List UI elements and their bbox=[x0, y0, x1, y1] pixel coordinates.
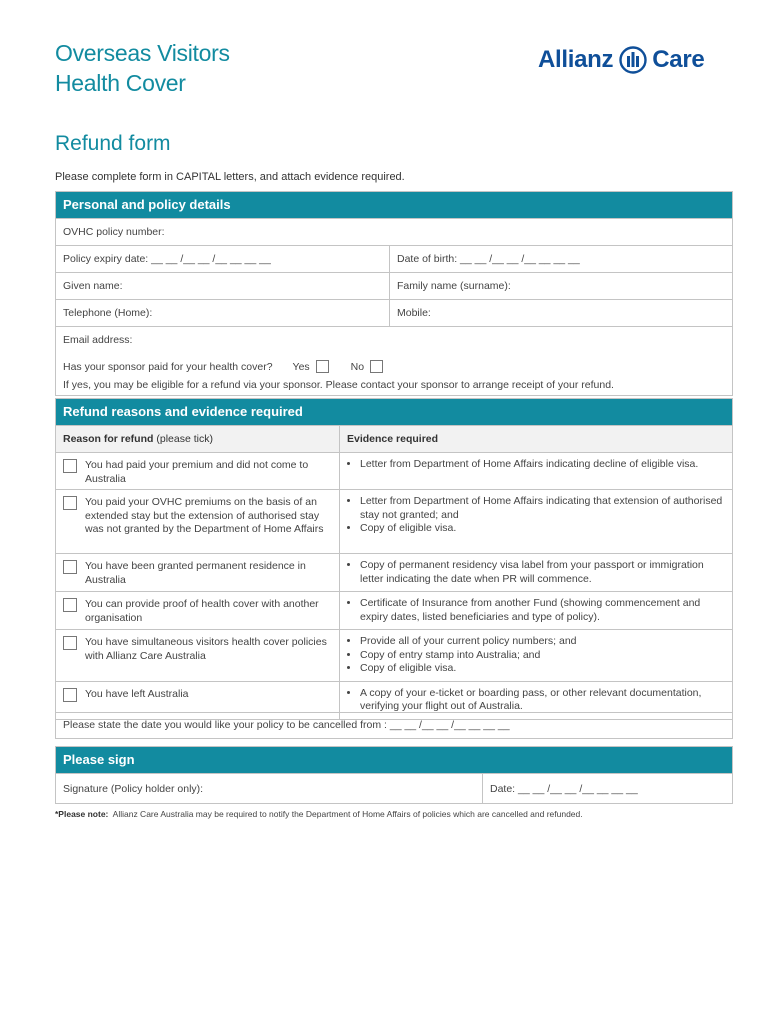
evidence-item: • A copy of your e-ticket or boarding pass, or other relevant documentation, verifying your flight out of Australia. bbox=[360, 687, 726, 714]
reason-checkbox[interactable] bbox=[63, 598, 77, 612]
reason-text: You have left Australia bbox=[85, 687, 189, 700]
title-line-1: Overseas Visitors bbox=[55, 40, 230, 66]
personal-details-section bbox=[55, 191, 733, 396]
page-title bbox=[55, 38, 230, 98]
reason-text: You paid your OVHC premiums on the basis of an extended stay but the extension of authorised stay was not granted by the Department of Home Affairs bbox=[85, 496, 324, 535]
email-field[interactable]: Email address: bbox=[63, 334, 133, 346]
refund-reasons-table bbox=[56, 425, 732, 719]
evidence-item: • Copy of eligible visa. bbox=[360, 522, 726, 536]
given-name-field[interactable]: Given name: bbox=[56, 273, 390, 299]
evidence-item: • Copy of permanent residency visa label from your passport or immigration letter indicating the date when PR will commence. bbox=[360, 559, 726, 586]
reason-checkbox[interactable] bbox=[63, 459, 77, 473]
intro-text: Please complete form in CAPITAL letters, and attach evidence required. bbox=[55, 171, 405, 183]
title-line-2: Health Cover bbox=[55, 70, 186, 96]
refund-reasons-section bbox=[55, 398, 733, 720]
refund-reasons-heading: Refund reasons and evidence required bbox=[56, 399, 732, 425]
sign-row bbox=[56, 773, 732, 803]
family-name-field[interactable]: Family name (surname): bbox=[397, 280, 511, 292]
reason-column-header: Reason for refund (please tick) bbox=[63, 433, 213, 445]
sponsor-block bbox=[56, 353, 732, 395]
table-row bbox=[56, 554, 732, 592]
sign-section bbox=[55, 746, 733, 804]
table-row bbox=[56, 490, 732, 554]
dob-field[interactable]: Date of birth: __ __ /__ __ /__ __ __ __ bbox=[397, 253, 580, 265]
telephone-field[interactable]: Telephone (Home): bbox=[56, 300, 390, 326]
note-text: Allianz Care Australia may be required to notify the Department of Home Affairs of policies which are cancelled and refunded. bbox=[112, 809, 583, 819]
table-header-row bbox=[56, 426, 732, 453]
sponsor-yes-label: Yes bbox=[292, 360, 310, 373]
table-row bbox=[56, 592, 732, 630]
mobile-field[interactable]: Mobile: bbox=[397, 307, 431, 319]
reason-text: You have simultaneous visitors health cover policies with Allianz Care Australia bbox=[85, 636, 327, 662]
reason-text: You had paid your premium and did not come to Australia bbox=[85, 459, 309, 485]
sign-date-field[interactable]: Date: __ __ /__ __ /__ __ __ __ bbox=[490, 782, 638, 795]
evidence-item: • Copy of entry stamp into Australia; and bbox=[360, 649, 726, 663]
evidence-item: • Letter from Department of Home Affairs indicating that extension of authorised stay not granted; and bbox=[360, 495, 726, 522]
table-row bbox=[56, 453, 732, 490]
name-row bbox=[56, 272, 732, 299]
evidence-item: • Letter from Department of Home Affairs indicating decline of eligible visa. bbox=[360, 458, 726, 472]
personal-details-heading: Personal and policy details bbox=[56, 192, 732, 218]
note-label: *Please note: bbox=[55, 809, 109, 819]
sponsor-question: Has your sponsor paid for your health cover? bbox=[63, 360, 273, 373]
sponsor-yes-checkbox[interactable] bbox=[316, 360, 329, 373]
sponsor-no-checkbox[interactable] bbox=[370, 360, 383, 373]
sponsor-note: If yes, you may be eligible for a refund via your sponsor. Please contact your sponsor to arrange receipt of your refund. bbox=[63, 379, 614, 391]
evidence-item: • Provide all of your current policy numbers; and bbox=[360, 635, 726, 649]
logo-text-allianz: Allianz bbox=[538, 46, 614, 73]
phone-row bbox=[56, 299, 732, 326]
logo-text-care: Care bbox=[652, 46, 705, 73]
reason-text: You have been granted permanent residence in Australia bbox=[85, 560, 306, 586]
cancel-date-field[interactable]: Please state the date you would like your policy to be cancelled from : __ __ /__ __ /__ __ __ __ bbox=[55, 712, 733, 739]
evidence-item: • Certificate of Insurance from another Fund (showing commencement and expiry dates, listed beneficiaries and type of policy). bbox=[360, 597, 726, 624]
policy-expiry-field[interactable]: Policy expiry date: __ __ /__ __ /__ __ __ __ bbox=[56, 246, 390, 272]
email-row bbox=[56, 326, 732, 353]
evidence-column-header: Evidence required bbox=[347, 433, 439, 445]
form-title: Refund form bbox=[55, 132, 171, 155]
evidence-item: • Copy of eligible visa. bbox=[360, 662, 726, 676]
reason-text: You can provide proof of health cover with another organisation bbox=[85, 598, 319, 624]
reason-checkbox[interactable] bbox=[63, 496, 77, 510]
allianz-eagle-icon bbox=[619, 46, 647, 74]
policy-number-row bbox=[56, 218, 732, 245]
allianz-care-logo bbox=[538, 40, 704, 80]
sign-heading: Please sign bbox=[56, 747, 732, 773]
footer-note bbox=[55, 809, 583, 819]
table-row bbox=[56, 630, 732, 682]
signature-field[interactable]: Signature (Policy holder only): bbox=[56, 774, 483, 803]
expiry-dob-row bbox=[56, 245, 732, 272]
policy-number-field[interactable]: OVHC policy number: bbox=[63, 226, 165, 238]
reason-checkbox[interactable] bbox=[63, 636, 77, 650]
sponsor-no-label: No bbox=[350, 360, 365, 373]
reason-checkbox[interactable] bbox=[63, 560, 77, 574]
reason-checkbox[interactable] bbox=[63, 688, 77, 702]
